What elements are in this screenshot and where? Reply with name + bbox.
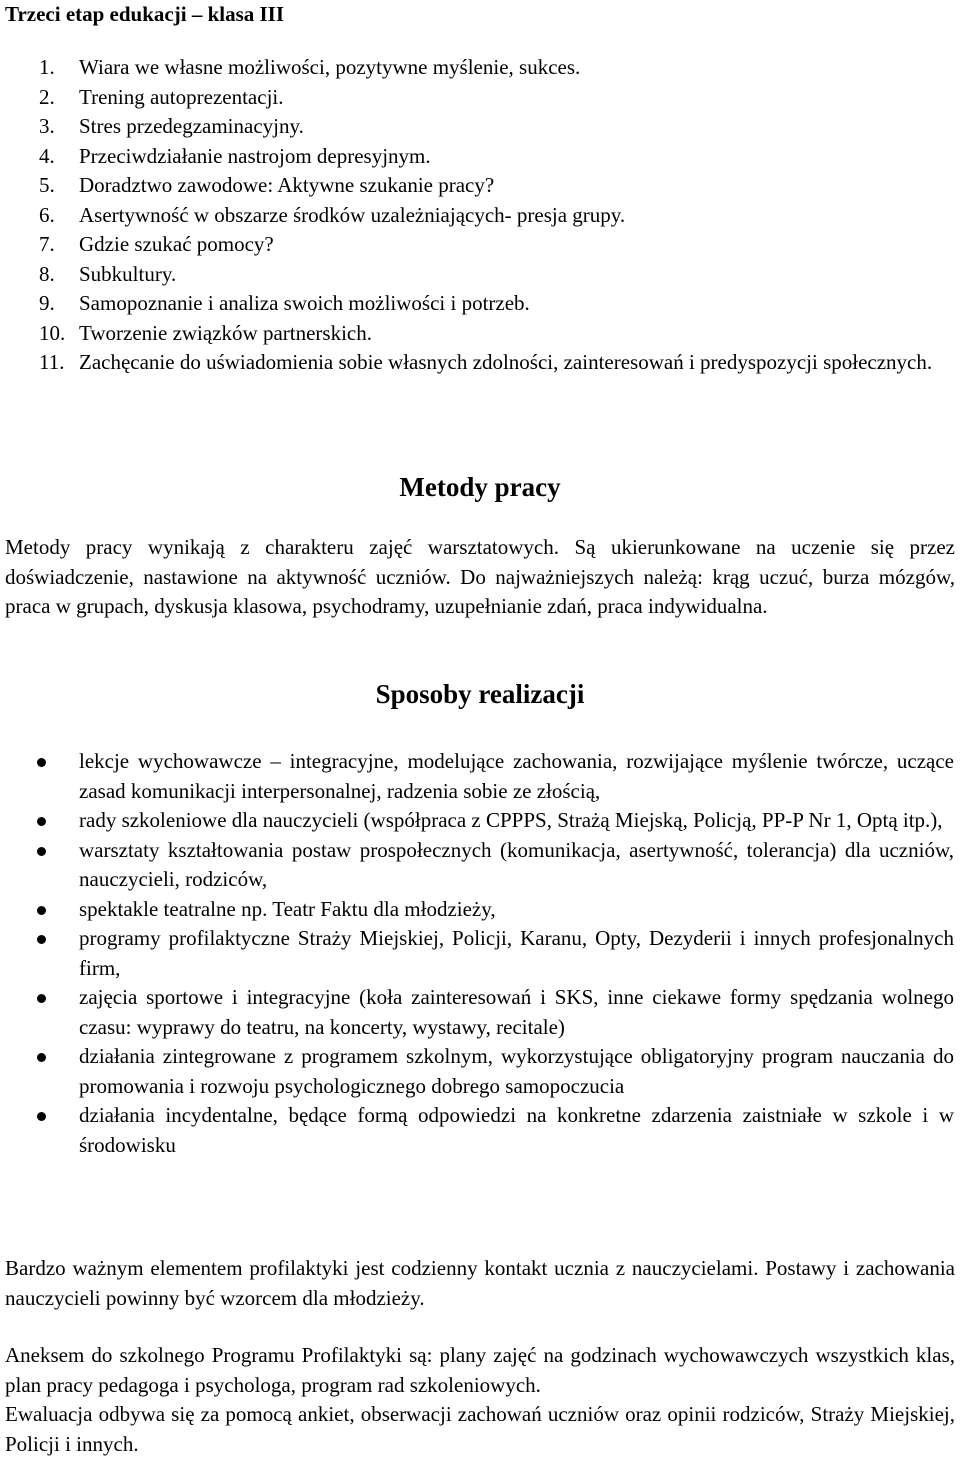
item-number: 2. bbox=[39, 84, 55, 109]
bullet-icon bbox=[37, 817, 46, 826]
item-text: zajęcia sportowe i integracyjne (koła zainteresowań i SKS, inne ciekawe formy spędzania wolnego czasu: wyprawy do teatru, na koncerty, wystawy, recitale) bbox=[79, 985, 954, 1039]
list-item bbox=[0, 230, 960, 260]
list-item bbox=[0, 1042, 960, 1101]
item-text: programy profilaktyczne Straży Miejskiej, Policji, Karanu, Opty, Dezyderii i innych profesjonalnych firm, bbox=[79, 926, 954, 980]
topics-list bbox=[0, 53, 960, 378]
item-text: Trening autoprezentacji. bbox=[79, 84, 284, 109]
item-number: 9. bbox=[39, 291, 55, 315]
bullet-icon bbox=[37, 906, 46, 915]
item-number: 6. bbox=[39, 202, 55, 227]
item-number: 1. bbox=[39, 55, 55, 79]
list-item bbox=[0, 836, 960, 895]
item-text: Gdzie szukać pomocy? bbox=[79, 232, 274, 256]
list-item bbox=[0, 806, 960, 836]
list-item bbox=[0, 924, 960, 983]
list-item bbox=[0, 348, 960, 378]
item-text: rady szkoleniowe dla nauczycieli (współpraca z CPPPS, Strażą Miejską, Policją, PP-P Nr 1, Optą itp.), bbox=[79, 808, 943, 832]
item-text: Tworzenie związków partnerskich. bbox=[79, 320, 372, 345]
annex-paragraph: Aneksem do szkolnego Programu Profilaktyki są: plany zajęć na godzinach wychowawczych wszystkich klas, plan pracy pedagoga i psychologa, program rad szkoleniowych. bbox=[5, 1343, 955, 1397]
list-item bbox=[0, 289, 960, 319]
bullet-icon bbox=[37, 935, 46, 944]
item-text: Samopoznanie i analiza swoich możliwości i potrzeb. bbox=[79, 291, 530, 315]
item-number: 5. bbox=[39, 173, 55, 197]
realization-title: Sposoby realizacji bbox=[375, 679, 585, 709]
bullet-icon bbox=[37, 847, 46, 856]
item-text: spektakle teatralne np. Teatr Faktu dla młodzieży, bbox=[79, 896, 496, 921]
item-text: Doradztwo zawodowe: Aktywne szukanie pracy? bbox=[79, 173, 495, 197]
item-text: warsztaty kształtowania postaw prospołecznych (komunikacja, asertywność, tolerancja) dla uczniów, nauczycieli, rodziców, bbox=[79, 837, 954, 891]
item-text: Wiara we własne możliwości, pozytywne myślenie, sukces. bbox=[79, 55, 581, 79]
bullet-icon bbox=[37, 758, 46, 767]
list-item bbox=[0, 1101, 960, 1160]
item-number: 8. bbox=[39, 261, 55, 286]
item-text: działania zintegrowane z programem szkolnym, wykorzystujące obligatoryjny program nauczania do promowania i rozwoju psychologicznego dobrego samopoczucia bbox=[79, 1044, 954, 1098]
list-item bbox=[0, 260, 960, 290]
list-item bbox=[0, 171, 960, 201]
item-text: Zachęcanie do uświadomienia sobie własnych zdolności, zainteresowań i predyspozycji społecznych. bbox=[79, 350, 933, 374]
list-item bbox=[0, 112, 960, 142]
item-text: działania incydentalne, będące formą odpowiedzi na konkretne zdarzenia zaistniałe w szkole i w środowisku bbox=[79, 1103, 954, 1157]
contact-paragraph: Bardzo ważnym elementem profilaktyki jest codzienny kontakt ucznia z nauczycielami. Postawy i zachowania nauczycieli powinny być wzorcem dla młodzieży. bbox=[5, 1256, 955, 1310]
list-item bbox=[0, 747, 960, 806]
list-item bbox=[0, 983, 960, 1042]
bullet-icon bbox=[37, 994, 46, 1003]
item-text: Stres przedegzaminacyjny. bbox=[79, 114, 304, 138]
list-item bbox=[0, 895, 960, 925]
item-number: 4. bbox=[39, 143, 55, 168]
realization-list bbox=[0, 747, 960, 1160]
item-text: lekcje wychowawcze – integracyjne, modelujące zachowania, rozwijające myślenie twórcze, uczące zasad komunikacji interpersonalnej, radzenia sobie ze złością, bbox=[79, 749, 954, 803]
item-number: 10. bbox=[39, 320, 66, 345]
methods-title: Metody pracy bbox=[399, 472, 561, 502]
item-number: 7. bbox=[39, 232, 55, 256]
list-item bbox=[0, 83, 960, 113]
list-item bbox=[0, 201, 960, 231]
bullet-icon bbox=[37, 1053, 46, 1062]
list-item bbox=[0, 142, 960, 172]
bullet-icon bbox=[37, 1112, 46, 1121]
item-number: 3. bbox=[39, 114, 55, 138]
list-item bbox=[0, 319, 960, 349]
list-item bbox=[0, 53, 960, 83]
item-text: Subkultury. bbox=[79, 261, 177, 286]
evaluation-paragraph: Ewaluacja odbywa się za pomocą ankiet, obserwacji zachowań uczniów oraz opinii rodziców, Straży Miejskiej, Policji i innych. bbox=[5, 1402, 955, 1456]
section-heading: Trzeci etap edukacji – klasa III bbox=[5, 2, 285, 26]
item-text: Przeciwdziałanie nastrojom depresyjnym. bbox=[79, 143, 431, 168]
item-text: Asertywność w obszarze środków uzależniających- presja grupy. bbox=[79, 202, 626, 227]
methods-paragraph: Metody pracy wynikają z charakteru zajęć warsztatowych. Są ukierunkowane na uczenie się przez doświadczenie, nastawione na aktywność uczniów. Do najważniejszych należą: krąg uczuć, burza mózgów, praca w grupach, dyskusja klasowa, psychodramy, uzupełnianie zdań, praca indywidualna. bbox=[5, 535, 955, 618]
item-number: 11. bbox=[39, 350, 65, 374]
